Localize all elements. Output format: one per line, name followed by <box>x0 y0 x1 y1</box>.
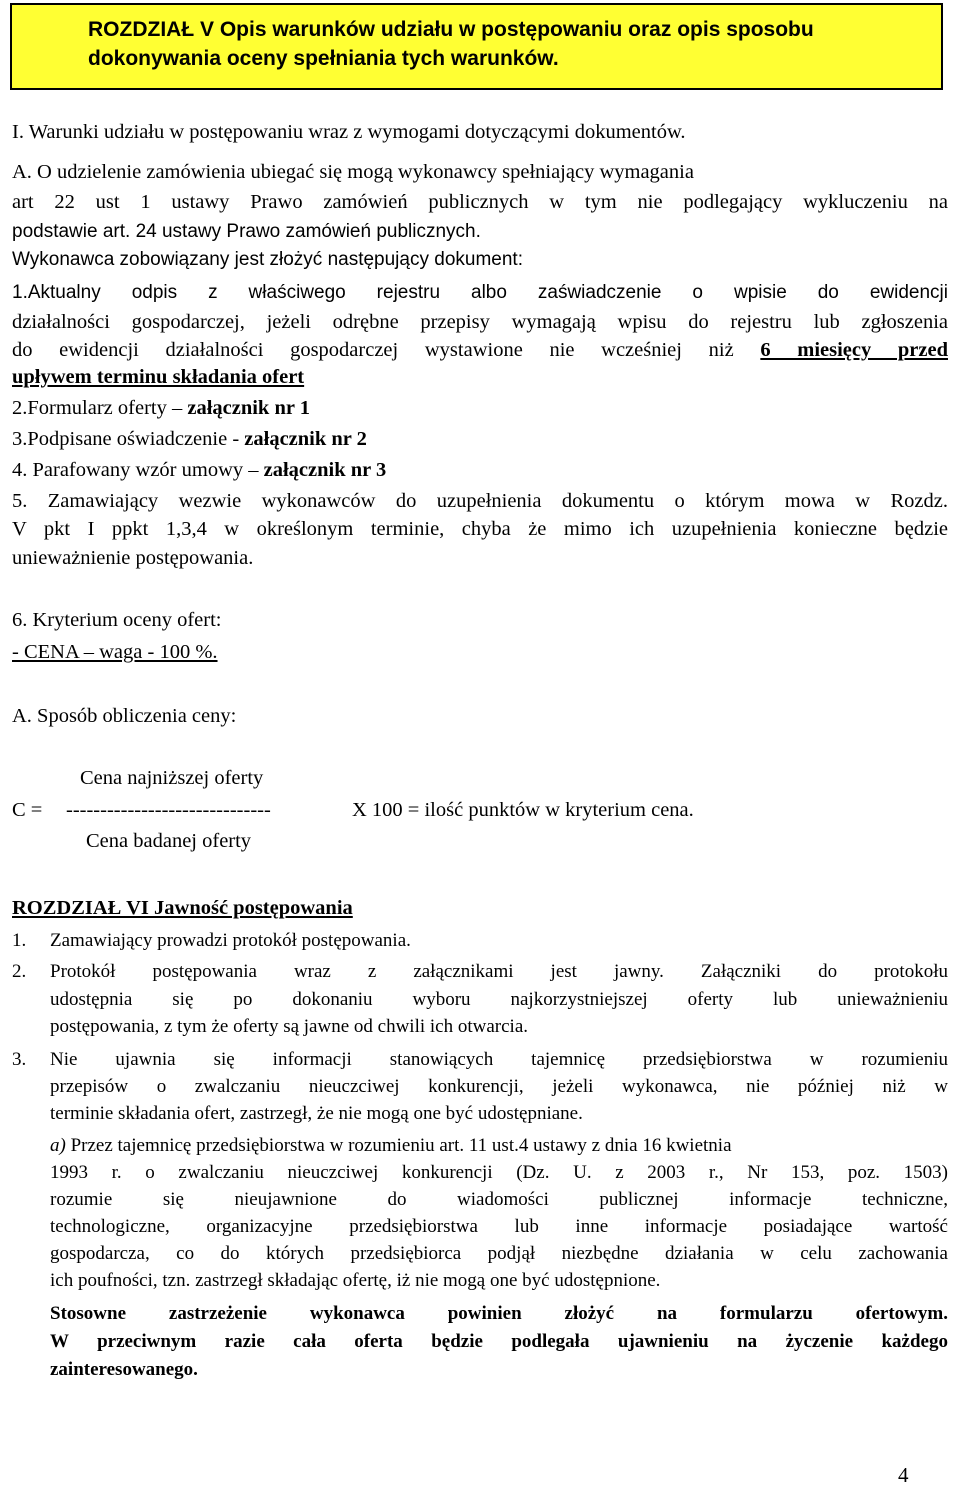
subparagraph-a-line-1 <box>50 1134 732 1158</box>
paragraph-3-line-2: przepisów o zwalczaniu nieuczciwej konkurencji, jeżeli wykonawca, nie później niż w <box>50 1076 948 1097</box>
deadline-highlight: 6 miesięcy przed <box>760 339 949 361</box>
required-documents-intro: Wykonawca zobowiązany jest złożyć następujący dokument: <box>12 249 523 270</box>
paragraph-3-line-1: Nie ujawnia się informacji stanowiących tajemnicę przedsiębiorstwa w rozumieniu <box>50 1049 948 1070</box>
item-5-line-3: unieważnienie postępowania. <box>12 547 254 569</box>
paragraph-3-number: 3. <box>12 1049 27 1070</box>
reservation-notice-line-3 <box>50 1358 198 1382</box>
item-1-line-3-text: do ewidencji działalności gospodarczej wystawione nie wcześniej niż <box>12 339 761 361</box>
paragraph-3-line-3: terminie składania ofert, zastrzegł, że nie mogą one być udostępniane. <box>50 1103 583 1124</box>
item-1-line-3 <box>12 337 948 363</box>
subparagraph-a-line-5: gospodarcza, co do których przedsiębiorca podjął niezbędne działania w celu zachowania <box>50 1243 948 1264</box>
chapter-5-heading-box <box>10 3 943 90</box>
item-2 <box>12 395 310 421</box>
item-3-attachment: załącznik nr 2 <box>244 428 367 450</box>
section-a-line-2: art 22 ust 1 ustawy Prawo zamówień publicznych w tym nie podlegający wykluczeniu na <box>12 191 948 213</box>
item-6-criterion-heading: 6. Kryterium oceny ofert: <box>12 609 222 631</box>
item-5-line-2: V pkt I ppkt 1,3,4 w określonym terminie, chyba że mimo ich uzupełnienia konieczne będzie <box>12 518 948 540</box>
paragraph-1: Zamawiający prowadzi protokół postępowania. <box>50 930 411 951</box>
paragraph-2-line-2: udostępnia się po dokonaniu wyboru najkorzystniejszej oferty lub unieważnieniu <box>50 989 948 1010</box>
item-1-line-2: działalności gospodarczej, jeżeli odrębne przepisy wymagają wpisu do rejestru lub zgłoszenia <box>12 311 948 333</box>
section-a-line-3: podstawie art. 24 ustawy Prawo zamówień publicznych. <box>12 221 481 242</box>
section-1-heading: I. Warunki udziału w postępowaniu wraz z wymogami dotyczącymi dokumentów. <box>12 121 686 143</box>
chapter-5-title-line-2: dokonywania oceny spełniania tych warunków. <box>88 47 559 70</box>
subparagraph-a-line-2: 1993 r. o zwalczaniu nieuczciwej konkurencji (Dz. U. z 2003 r., Nr 153, poz. 1503) <box>50 1162 948 1183</box>
deadline-highlight-cont: upływem terminu składania ofert <box>12 366 305 388</box>
price-calculation-heading: A. Sposób obliczenia ceny: <box>12 705 237 727</box>
paragraph-1-number: 1. <box>12 930 27 951</box>
formula-lhs: C = <box>12 799 43 821</box>
item-2-attachment: załącznik nr 1 <box>187 397 310 419</box>
paragraph-2-number: 2. <box>12 961 27 982</box>
chapter-5-title-line-1: ROZDZIAŁ V Opis warunków udziału w postępowaniu oraz opis sposobu <box>88 18 814 41</box>
paragraph-2-line-1: Protokół postępowania wraz z załącznikami jest jawny. Załączniki do protokołu <box>50 961 948 982</box>
subparagraph-a-line-1-text: Przez tajemnicę przedsiębiorstwa w rozumieniu art. 11 ust.4 ustawy z dnia 16 kwietnia <box>65 1135 732 1156</box>
section-a-line-1: A. O udzielenie zamówienia ubiegać się mogą wykonawcy spełniający wymagania <box>12 161 694 183</box>
item-2-text: 2.Formularz oferty – <box>12 397 188 419</box>
reservation-notice-text-2: W przeciwnym razie cała oferta będzie podlegała ujawnieniu na życzenie każdego <box>50 1331 948 1352</box>
formula-rhs: X 100 = ilość punktów w kryterium cena. <box>352 799 694 821</box>
chapter-6-title-text: ROZDZIAŁ VI Jawność postępowania <box>12 897 353 919</box>
chapter-6-title <box>12 895 353 921</box>
page-number: 4 <box>898 1463 909 1487</box>
subparagraph-a-line-6: ich poufności, tzn. zastrzegł składając ofertę, iż nie mogą one być udostępnione. <box>50 1270 661 1291</box>
item-3-text: 3.Podpisane oświadczenie - <box>12 428 245 450</box>
subparagraph-a-line-3: rozumie się nieujawnione do wiadomości publicznej informacje techniczne, <box>50 1189 948 1210</box>
item-1-line-4 <box>12 364 304 390</box>
price-criterion: - CENA – waga - 100 %. <box>12 641 218 663</box>
item-5-line-1: 5. Zamawiający wezwie wykonawców do uzupełnienia dokumentu o którym mowa w Rozdz. <box>12 490 948 512</box>
item-4 <box>12 457 386 483</box>
reservation-notice-text-3: zainteresowanego. <box>50 1359 198 1380</box>
paragraph-2-line-3: postępowania, z tym że oferty są jawne od chwili ich otwarcia. <box>50 1016 528 1037</box>
item-1-line-1: 1.Aktualny odpis z właściwego rejestru albo zaświadczenie o wpisie do ewidencji <box>12 282 948 303</box>
item-3 <box>12 426 367 452</box>
item-4-attachment: załącznik nr 3 <box>263 459 387 481</box>
formula-numerator: Cena najniższej oferty <box>80 767 264 789</box>
subparagraph-a-line-4: technologiczne, organizacyjne przedsiębiorstwa lub inne informacje posiadające wartość <box>50 1216 948 1237</box>
reservation-notice-line-1 <box>50 1302 948 1326</box>
formula-denominator: Cena badanej oferty <box>86 830 252 852</box>
subparagraph-a-marker: a) <box>50 1135 66 1156</box>
reservation-notice-text-1: Stosowne zastrzeżenie wykonawca powinien złożyć na formularzu ofertowym. <box>50 1303 948 1324</box>
formula-fraction-line: ------------------------------ <box>66 799 271 821</box>
reservation-notice-line-2 <box>50 1330 948 1354</box>
item-4-text: 4. Parafowany wzór umowy – <box>12 459 264 481</box>
